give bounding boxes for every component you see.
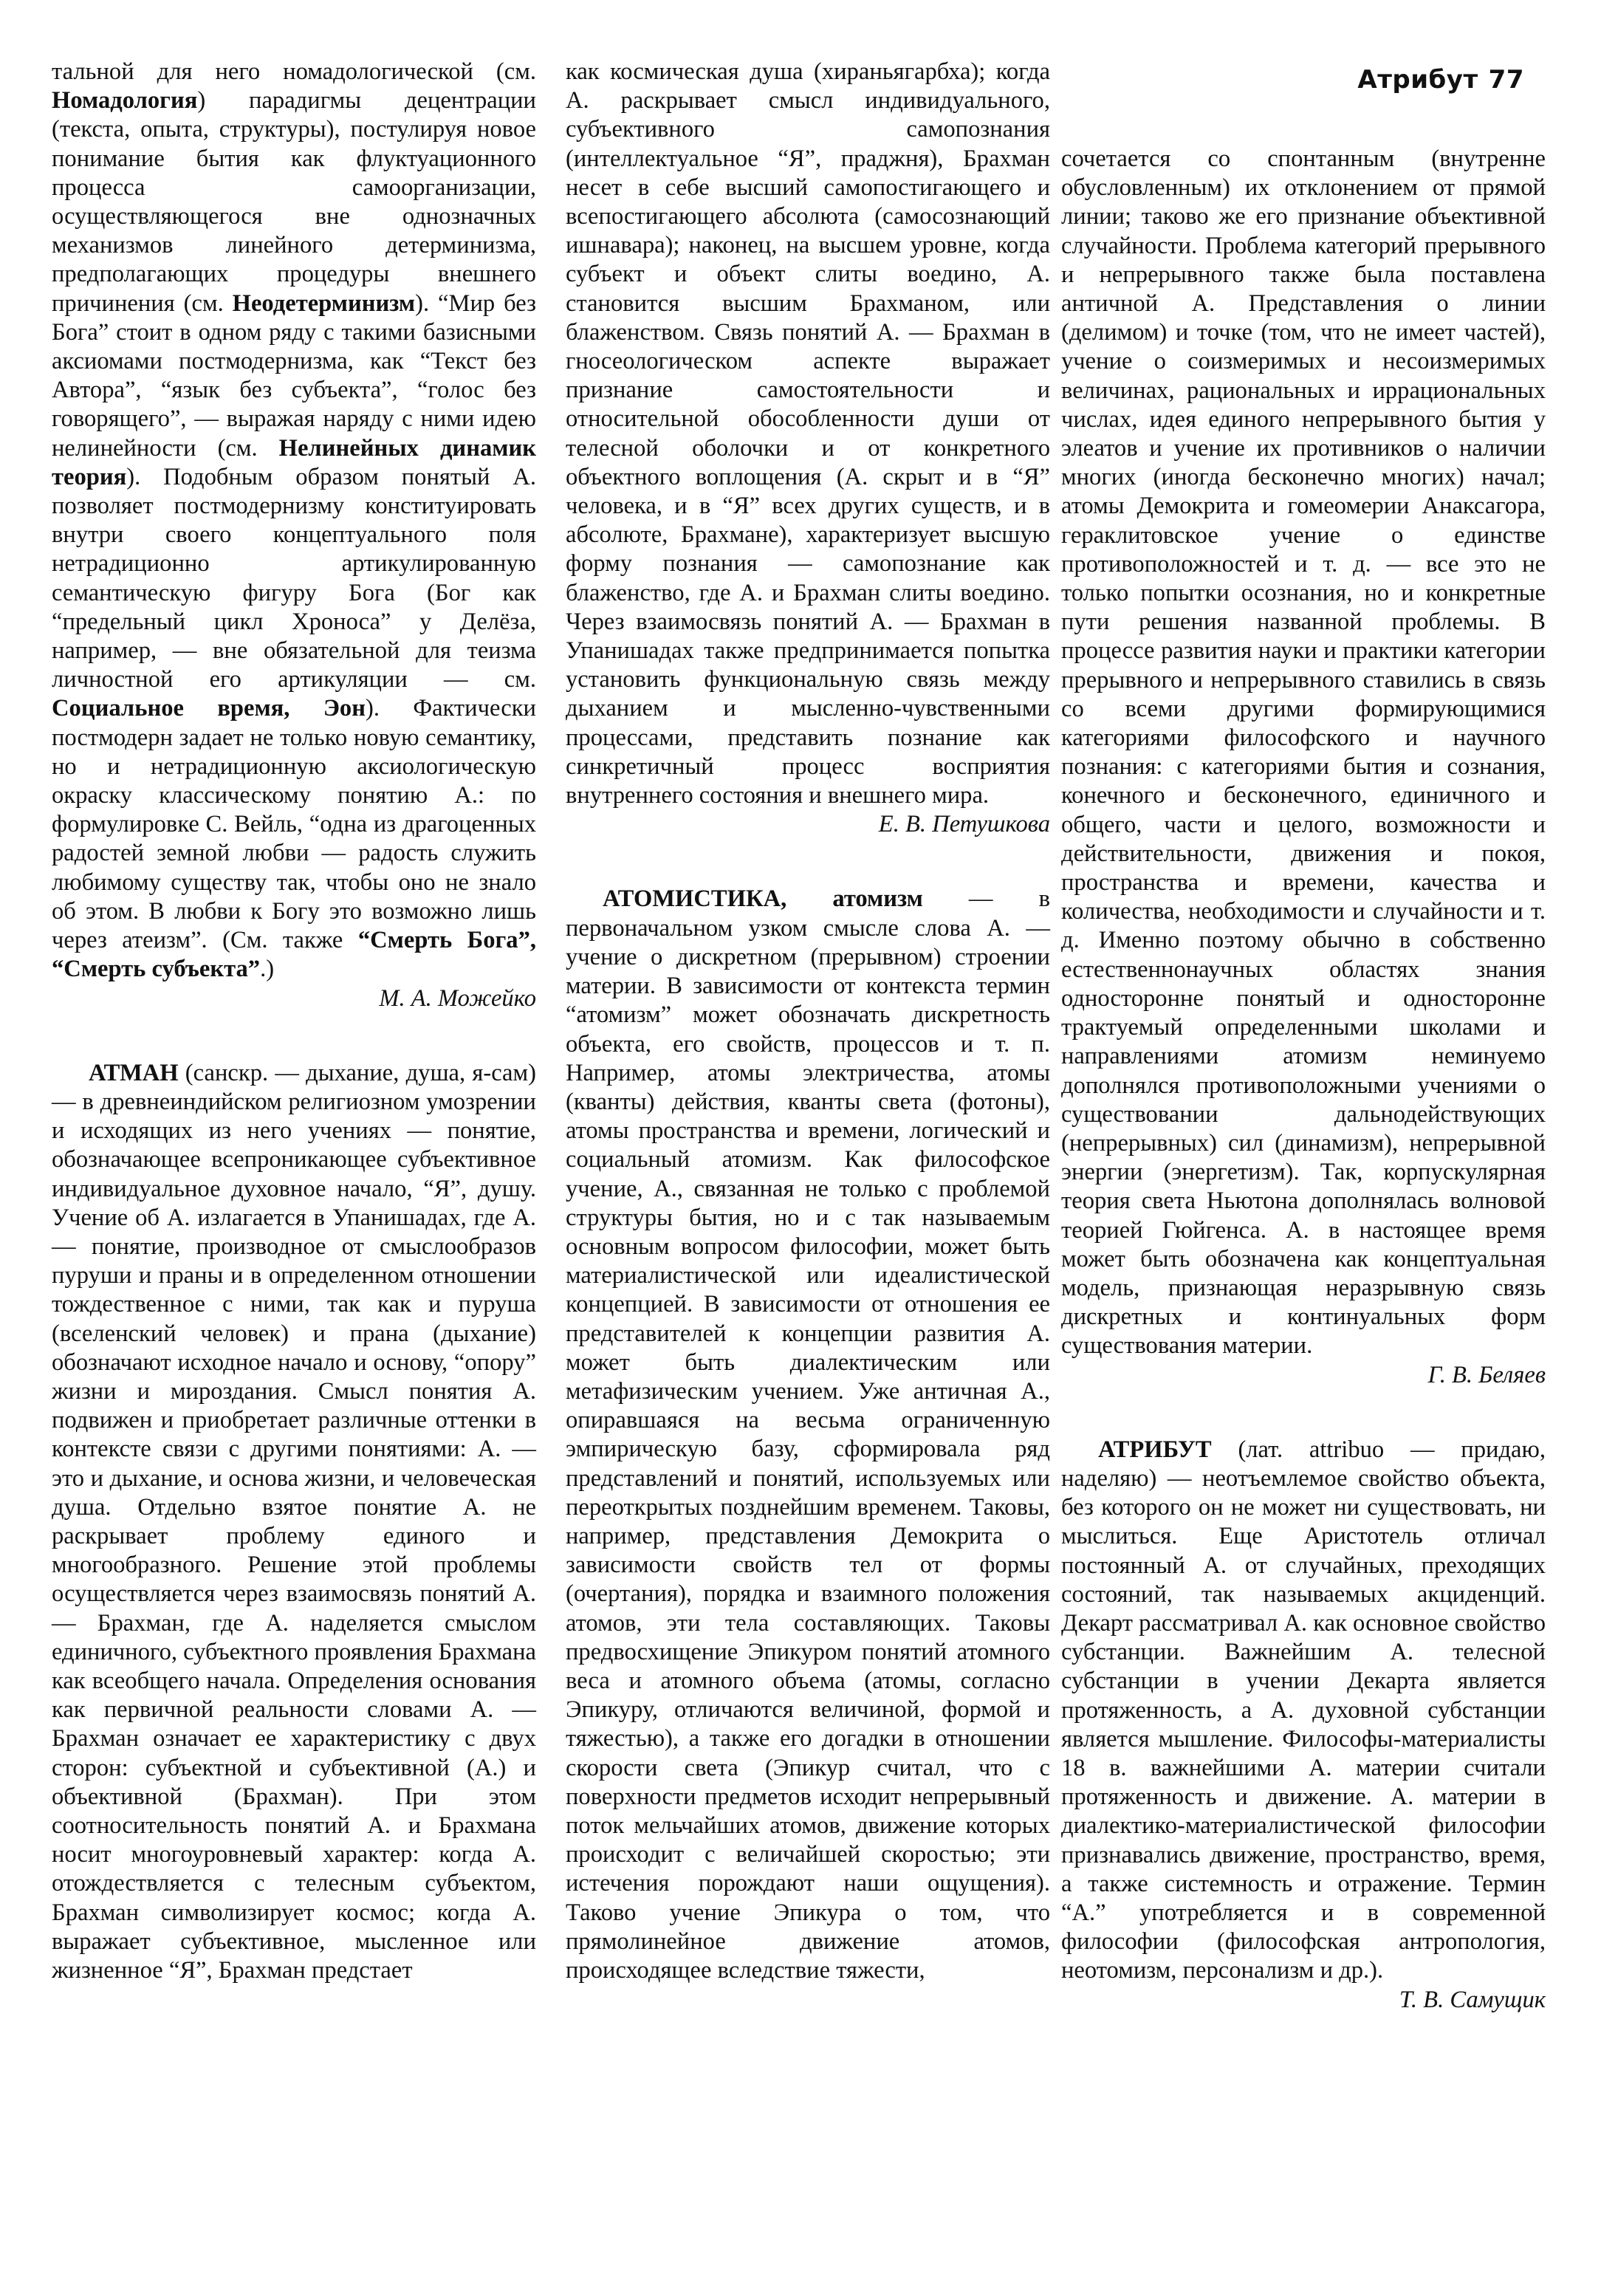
article-author: Г. В. Беляев — [1427, 1361, 1546, 1388]
dictionary-entry: АТРИБУТ (лат. attribuo — придаю, наделяю) — неотъемлемое свойство объекта, без которого он не может ни существовать, ни мыслиться. Еще Аристотель отличал постоянный А. от случайных, преходящих состояний, так называемых акциденций. Декарт рассматривал А. как основное свойство субстанции. Важнейшим А. телесной субстанции в учении Декарта является протяженность, а А. духовной субстанции является мышление. Философы-материалисты 18 в. важнейшими А. материи считали протяженность и движение. А. материи в диалектико-материалистической философии признавались движение, пространство, время, а также системность и отражение. Термин “А.” употребляется и в современной философии (философская антропология, неотомизм, персонализм и др.). — [1061, 1436, 1546, 1984]
cross-reference: Неодетерминизм — [232, 289, 416, 317]
continued-text: тальной для него номадологической (см. Номадология) парадигмы децентрации (текста, опыта, структуры), постулируя новое понимание бытия как флуктуационного процесса самоорганизации, осуществляющегося вне однозначных механизмов линейного детерминизма, предполагающих процедуры внешнего причинения (см. Неодетерминизм). “Мир без Бога” стоит в одном ряду с такими базисными аксиомами постмодернизма, как “Текст без Автора”, “язык без субъекта”, “голос без говорящего”, — выражая наряду с ними идею нелинейности (см. Нелинейных динамик теория). Подобным образом понятый А. позволяет постмодернизму конституировать внутри своего концептуального поля нетрадиционно артикулированную семантическую фигуру Бога (Бог как “предельный цикл Хроноса” у Делёза, например, — вне обязательной для теизма личностной его артикуляции — см. Социальное время, Эон). Фактически постмодерн задает не только новую семантику, но и нетрадиционную аксиологическую окраску классическому понятию А.: по формулировке С. Вейль, “одна из драгоценных радостей земной любви — радость служить любимому существу так, чтобы оно не знало об этом. В любви к Богу это возможно лишь через атеизм”. (См. также “Смерть Бога”, “Смерть субъекта”.) — [52, 58, 537, 983]
dictionary-entry: АТМАН (санскр. — дыхание, душа, я-сам) — в древнеиндийском религиозном умозрении и исходящих из него учениях — понятие, обозначающее всепроникающее субъективное индивидуальное духовное начало, “Я”, душу. Учение об А. излагается в Упанишадах, где А. — понятие, производное от смыслообразов пуруши и праны и в определенном отношении тождественное с ними, так как и пуруша (вселенский человек) и прана (дыхание) обозначают исходное начало и основу, “опору” жизни и мироздания. Смысл понятия А. подвижен и приобретает различные оттенки в контексте связи с другими понятиями: А. — это и дыхание, и основа жизни, и человеческая душа. Отдельно взятое понятие А. не раскрывает проблему единого и многообразного. Решение этой проблемы осуществляется через взаимосвязь понятий А. — Брахман, где А. наделяется смыслом единичного, субъектного проявления Брахмана как всеобщего начала. Определения основания как первичной реальности словами А. — Брахман означает ее характеристику с двух сторон: субъектной и субъективной (А.) и объективной (Брахман). При этом соотносительность понятий А. и Брахмана носит многоуровневый характер: когда А. отождествляется с телесным субъектом, Брахман символизирует космос; когда А. выражает субъективное, мысленное или жизненное “Я”, Брахман предстает — [52, 1059, 536, 1984]
entry-headword: АТОМИСТИКА, атомизм — [603, 885, 923, 913]
cross-reference: Социальное время, Эон — [52, 695, 366, 722]
continued-text: как космическая душа (хираньягарбха); когда А. раскрывает смысл индивидуального, субъективного самопознания (интеллектуальное “Я”, праджня), Брахман несет в себе высший самопостигающего и всепостигающего абсолюта (самосознающий ишнавара); наконец, на высшем уровне, когда субъект и объект слиты воедино, А. становится высшим Брахманом, или блаженством. Связь понятий А. — Брахман в гносеологическом аспекте выражает признание самостоятельности и относительной обособленности души от телесной оболочки и от конкретного объектного воплощения (А. скрыт и в “Я” человека, и в “Я” всех других существ, и в абсолюте, Брахмане), характеризует высшую форму познания — самопознание как блаженство, где А. и Брахман слиты воедино. Через взаимосвязь понятий А. — Брахман в Упанишадах также предпринимается попытка установить функциональную связь между дыханием и мысленно-чувственными процессами, представить познание как синкретичный процесс восприятия внутреннего состояния и внешнего мира. — [566, 58, 1050, 809]
article-author: М. А. Можейко — [379, 984, 536, 1012]
entry-headword: АТМАН — [89, 1059, 179, 1086]
entry-headword: АТРИБУТ — [1098, 1436, 1212, 1463]
continued-text: сочетается со спонтанным (внутренне обусловленным) их отклонением от прямой линии; таково же его признание объективной случайности. Проблема категорий прерывного и непрерывного также была поставлена античной А. Представления о линии (делимом) и точке (том, что не имеет частей), учение о соизмеримых и несоизмеримых величинах, рациональных и иррациональных числах, идея единого непрерывного бытия у элеатов и учение их противников о наличии многих (иногда бесконечно многих) начал; атомы Демокрита и гомеомерии Анаксагора, гераклитовское учение о единстве противоположностей и т. д. — все это не только попытки осознания, но и конкретные пути решения названной проблемы. В процессе развития науки и практики категории прерывного и непрерывного ставились в связь со всеми другими формирующимися категориями философского и научного познания: с категориями бытия и сознания, конечного и бесконечного, единичного и общего, части и целого, возможности и действительности, движения и покоя, пространства и времени, качества и количества, необходимости и случайности и т. д. Именно поэтому обычно в собственно естественнонаучных областях знания односторонне понятый и односторонне трактуемый определенными школами и направлениями атомизм неминуемо дополнялся противоположными учениями о существовании дальнодействующих (непрерывных) сил (динамизм), непрерывной энергии (энергетизм). Так, корпускулярная теория света Ньютона дополнялась волновой теорией Гюйгенса. А. в настоящее время может быть обозначена как концептуальная модель, признающая неразрывную связь дискретных и континуальных форм существования материи. — [1061, 145, 1546, 1360]
running-head-title: Атрибут — [1357, 65, 1478, 95]
running-head — [1357, 65, 1524, 95]
article-author: Е. В. Петушкова — [878, 811, 1050, 838]
page-number: 77 — [1488, 65, 1524, 95]
column-3 — [1061, 145, 1546, 2015]
column-2 — [566, 58, 1050, 1985]
column-1 — [52, 58, 536, 1985]
cross-reference: Номадология — [52, 87, 198, 114]
cross-reference: “Смерть Бога”, “Смерть субъекта” — [52, 927, 537, 983]
article-author: Т. В. Самущик — [1399, 1986, 1546, 2013]
cross-reference: Нелинейных динамик теория — [52, 434, 536, 490]
dictionary-entry: АТОМИСТИКА, атомизм — в первоначальном узком смысле слова А. — учение о дискретном (прерывном) строении материи. В зависимости от контекста термин “атомизм” может обозначать дискретность объекта, его свойств, процессов и т. п. Например, атомы электричества, атомы (кванты) действия, кванты света (фотоны), атомы пространства и времени, логический и социальный атомизм. Как философское учение, А., связанная не только с проблемой структуры бытия, но и с так называемым основным вопросом философии, может быть материалистической или идеалистической концепцией. В зависимости от отношения ее представителей к концепции развития А. может быть диалектическим или метафизическим учением. Уже античная А., опиравшаяся на весьма ограниченную эмпирическую базу, сформировала ряд представлений и понятий, используемых или переоткрытых позднейшим временем. Таковы, например, представления Демокрита о зависимости свойств тел от формы (очертания), порядка и взаимного положения атомов, эти тела составляющих. Таковы предвосхищение Эпикуром понятий атомного веса и атомного объема (атомы, согласно Эпикуру, отличаются величиной, формой и тяжестью), а также его догадки в отношении скорости света (Эпикур считал, что с поверхности предметов исходит непрерывный поток мельчайших атомов, движение которых происходит с величайшей скоростью; эти истечения порождают наши ощущения). Таково учение Эпикура о том, что прямолинейное движение атомов, происходящее вследствие тяжести, — [566, 885, 1050, 1984]
